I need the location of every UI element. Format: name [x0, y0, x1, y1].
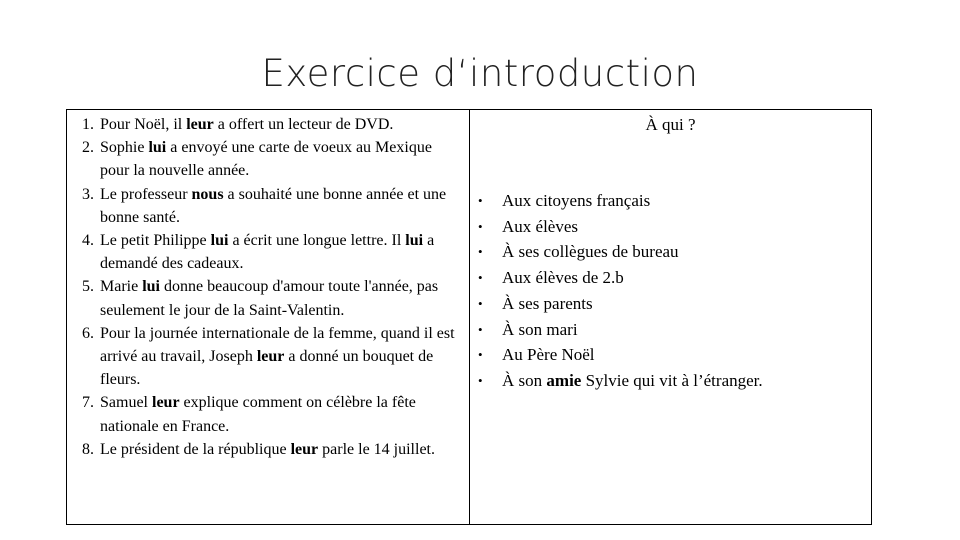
- bullet-icon: •: [478, 193, 483, 208]
- slide-title: Exercice d‘introduction: [261, 52, 699, 95]
- sentence-item: 5. Marie lui donne beaucoup d'amour toute l'année, pas seulement le jour de la Saint-Valentin.: [98, 275, 463, 321]
- pronoun: leur: [186, 116, 214, 133]
- sentence-item: 6. Pour la journée internationale de la femme, quand il est arrivé au travail, Joseph leur a donné un bouquet de fleurs.: [98, 322, 463, 392]
- bullet-icon: •: [478, 372, 483, 388]
- answer-item: • Aux élèves de 2.b: [470, 265, 763, 291]
- sentence-item: 1. Pour Noël, il leur a offert un lecteur de DVD.: [98, 113, 463, 136]
- answer-item: • Aux citoyens français: [470, 188, 763, 214]
- answer-item: • À ses parents: [470, 291, 763, 317]
- answers-header: À qui ?: [645, 115, 696, 134]
- bullet-icon: •: [478, 347, 483, 363]
- pronoun: nous: [191, 185, 224, 203]
- sentences-cell: [67, 110, 470, 524]
- pronoun: lui: [210, 232, 229, 250]
- pronoun: lui: [142, 278, 160, 296]
- pronoun: leur: [256, 348, 285, 366]
- sentence-list: [71, 113, 463, 461]
- pronoun: lui: [148, 139, 167, 157]
- sentence-item: 2. Sophie lui a envoyé une carte de voeux au Mexique pour la nouvelle année.: [98, 136, 463, 182]
- answer-item: • À son amie Sylvie qui vit à l’étranger.: [470, 368, 763, 394]
- sentence-item: 4. Le petit Philippe lui a écrit une longue lettre. Il lui a demandé des cadeaux.: [98, 229, 463, 275]
- sentence-item: 3. Le professeur nous a souhaité une bonne année et une bonne santé.: [98, 183, 463, 229]
- bullet-icon: •: [478, 321, 483, 337]
- answer-list: [470, 188, 763, 394]
- pronoun: lui: [405, 232, 424, 250]
- bullet-icon: •: [478, 244, 483, 260]
- answer-item: • Au Père Noël: [470, 342, 763, 368]
- sentence-item: 8. Le président de la république leur parle le 14 juillet.: [98, 438, 463, 461]
- answers-cell: [470, 110, 871, 524]
- answer-item: • À son mari: [470, 317, 763, 343]
- pronoun: leur: [152, 394, 180, 412]
- pronoun: leur: [290, 440, 319, 458]
- answer-item: • À ses collègues de bureau: [470, 239, 763, 265]
- answer-item: • Aux élèves: [470, 214, 763, 240]
- sentence-item: 7. Samuel leur explique comment on célèbre la fête nationale en France.: [98, 391, 463, 437]
- bullet-icon: •: [478, 295, 483, 311]
- bullet-icon: •: [478, 270, 483, 286]
- bullet-icon: •: [478, 218, 483, 234]
- exercise-table: [66, 109, 872, 525]
